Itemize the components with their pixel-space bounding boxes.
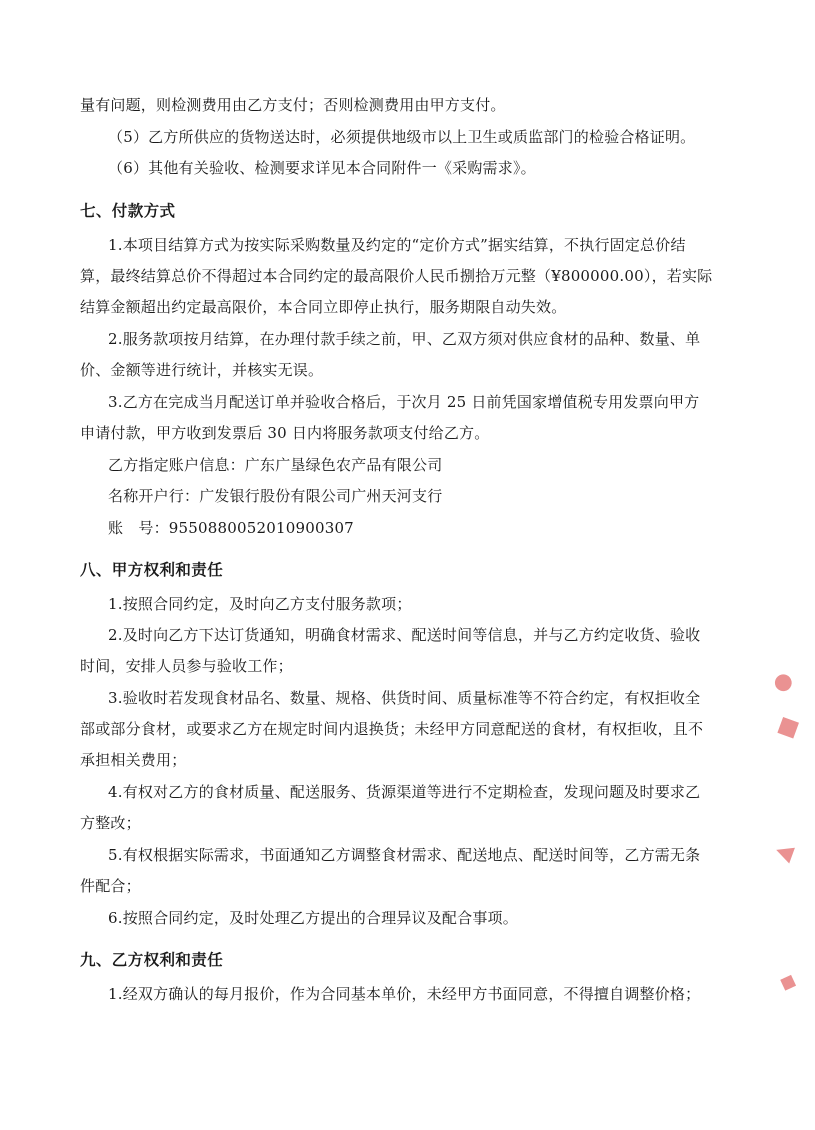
paragraph-line: （6）其他有关验收、检测要求详见本合同附件一《采购需求》。 xyxy=(108,159,536,177)
paragraph-line: 2.及时向乙方下达订货通知，明确食材需求、配送时间等信息，并与乙方约定收货、验收 xyxy=(108,626,701,644)
paragraph-line: 1.本项目结算方式为按实际采购数量及约定的“定价方式”据实结算，不执行固定总价结 xyxy=(108,236,686,254)
paragraph-line: 3.乙方在完成当月配送订单并验收合格后，于次月 25 日前凭国家增值税专用发票向甲方 xyxy=(108,393,700,411)
paragraph-line: 承担相关费用； xyxy=(80,751,187,769)
paragraph-line: 1.经双方确认的每月报价，作为合同基本单价，未经甲方书面同意，不得擅自调整价格； xyxy=(108,985,701,1003)
paragraph-line: 2.服务款项按月结算，在办理付款手续之前，甲、乙双方须对供应食材的品种、数量、单 xyxy=(108,330,701,348)
paragraph-line: 申请付款，甲方收到发票后 30 日内将服务款项支付给乙方。 xyxy=(80,424,490,442)
paragraph-line: 件配合； xyxy=(80,877,141,895)
paragraph-line: 1.按照合同约定，及时向乙方支付服务款项； xyxy=(108,595,412,613)
paragraph-line: 4.有权对乙方的食材质量、配送服务、货源渠道等进行不定期检查，发现问题及时要求乙 xyxy=(108,783,701,801)
seal-stamp-fragment: ● ■ ▲ ◆ xyxy=(767,669,803,995)
account-number: 账 号：9550880052010900307 xyxy=(108,519,354,537)
paragraph-line: 量有问题，则检测费用由乙方支付；否则检测费用由甲方支付。 xyxy=(80,96,506,114)
paragraph-line: 部或部分食材，或要求乙方在规定时间内退换货；未经甲方同意配送的食材，有权拒收，且不 xyxy=(80,720,704,738)
paragraph-line: 3.验收时若发现食材品名、数量、规格、供货时间、质量标准等不符合约定，有权拒收全 xyxy=(108,689,701,707)
section-heading-party-a: 八、甲方权利和责任 xyxy=(80,561,224,579)
paragraph-line: 价、金额等进行统计，并核实无误。 xyxy=(80,361,324,379)
paragraph-line: 算，最终结算总价不得超过本合同约定的最高限价人民币捌拾万元整（¥800000.00），若实际 xyxy=(80,267,713,285)
paragraph-line: 6.按照合同约定，及时处理乙方提出的合理异议及配合事项。 xyxy=(108,909,518,927)
paragraph-line: （5）乙方所供应的货物送达时，必须提供地级市以上卫生或质监部门的检验合格证明。 xyxy=(108,128,696,146)
paragraph-line: 方整改； xyxy=(80,814,141,832)
section-heading-party-b: 九、乙方权利和责任 xyxy=(80,951,224,969)
account-bank: 名称开户行：广发银行股份有限公司广州天河支行 xyxy=(108,487,443,505)
account-holder: 乙方指定账户信息：广东广垦绿色农产品有限公司 xyxy=(108,456,443,474)
paragraph-line: 5.有权根据实际需求，书面通知乙方调整食材需求、配送地点、配送时间等，乙方需无条 xyxy=(108,846,701,864)
paragraph-line: 时间，安排人员参与验收工作； xyxy=(80,657,293,675)
section-heading-payment: 七、付款方式 xyxy=(80,202,176,220)
paragraph-line: 结算金额超出约定最高限价，本合同立即停止执行，服务期限自动失效。 xyxy=(80,298,567,316)
